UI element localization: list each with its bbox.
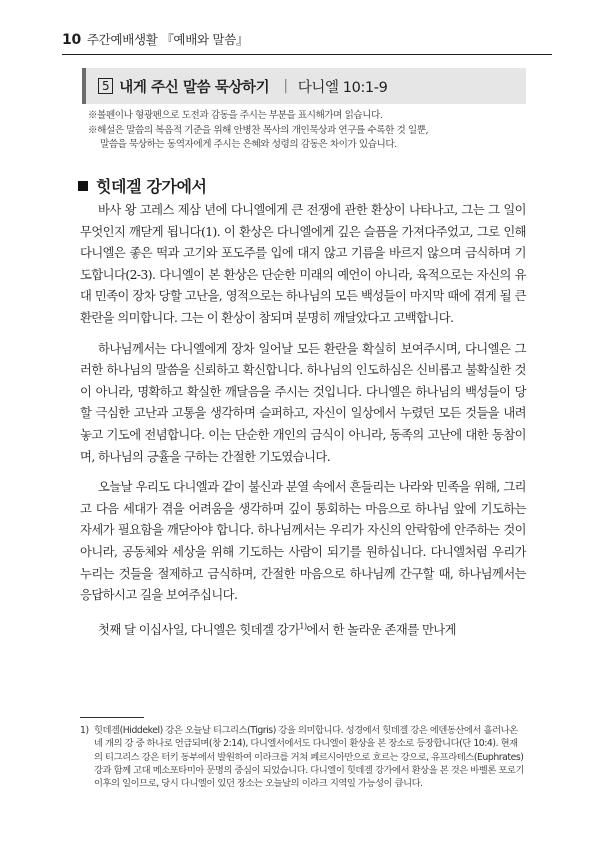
footnote	[80, 724, 526, 790]
paragraph: 하나님께서는 다니엘에게 장차 일어날 모든 환란을 확실히 보여주시며, 다니엘은 그러한 하나님의 말씀을 신뢰하고 확신합니다. 하나님의 인도하심은 신비롭고 불확실한 것이 아니라, 명확하고 확실한 깨달음을 주시는 것입니다. 다니엘은 하나님의 백성들이 당할 극심한 고난과 고통을 생각하며 슬퍼하고, 자신이 일상에서 누렸던 모든 것들을 내려놓고 기도에 전념합니다. 이는 단순한 개인의 금식이 아니라, 동족의 고난에 대한 동참이며, 하나님의 긍휼을 구하는 간절한 기도였습니다.	[80, 341, 526, 464]
note-line: 말씀을 묵상하는 동역자에게 주시는 은혜와 성령의 감동은 차이가 있습니다.	[100, 139, 397, 150]
page-number: 10	[62, 32, 81, 48]
section-separator: |	[283, 78, 288, 94]
note-line: ※볼펜이나 형광펜으로 도전과 감동을 주시는 부분을 표시해가며 읽습니다.	[88, 110, 383, 121]
page-header	[62, 30, 248, 48]
footnote-rule	[80, 717, 144, 718]
paragraph: 바사 왕 고레스 제삼 년에 다니엘에게 큰 전쟁에 관한 환상이 나타나고, 그는 그 일이 무엇인지 깨닫게 됩니다(1). 이 환상은 다니엘에게 깊은 슬픔을 가져다주었고, 그로 인해 다니엘은 좋은 떡과 고기와 포도주를 입에 대지 않고 기름을 바르지 않으며 금식하며 기도합니다(2-3). 다니엘이 본 환상은 단순한 미래의 예언이 아니라, 육적으로는 자신의 유대 민족이 장차 당할 고난을, 영적으로는 하나님의 모든 백성들이 마지막 때에 겪게 될 큰 환란을 의미합니다. 그는 이 환상이 참되며 분명히 깨달았다고 고백합니다.	[80, 203, 526, 325]
body-text	[80, 200, 526, 649]
footnote-number: 1)	[80, 725, 89, 736]
book-title: 주간예배생활 『예배와 말씀』	[86, 32, 249, 47]
footnote-ref[interactable]: 1)	[299, 621, 307, 631]
note-line: ※해설은 말씀의 복음적 기준을 위해 안병찬 목사의 개인묵상과 연구를 수록한 것 일뿐,	[88, 124, 429, 136]
paragraph: 오늘날 우리도 다니엘과 같이 불신과 분열 속에서 흔들리는 나라와 민족을 위해, 그리고 다음 세대가 겪을 어려움을 생각하며 깊이 통회하는 마음으로 하나님 앞에 기도하는 자세가 필요함을 깨닫아야 합니다. 하나님께서는 우리가 자신의 안락함에 안주하는 것이 아니라, 공동체와 세상을 위해 기도하는 사람이 되기를 원하십니다. 다니엘처럼 우리가 누리는 것들을 절제하고 금식하며, 간절한 마음으로 하나님께 간구할 때, 하나님께서는 응답하시고 길을 보여주십니다.	[80, 480, 526, 603]
paragraph-text: 에서 한 놀라운 존재를 만나게	[306, 622, 456, 637]
header-rule	[62, 54, 552, 55]
footnote-text: 힛데겔(Hiddekel) 강은 오늘날 티그리스(Tigris) 강을 의미합니다. 성경에서 힛데겔 강은 에덴동산에서 흘러나온 네 개의 강 중 하나로 언급되며(창 2:14), 다니엘서에서도 다니엘이 환상을 본 장소로 등장합니다(단 10:4). 현재의 티그리스 강은 터키 동부에서 발원하여 이라크를 거쳐 페르시아만으로 흐르는 강으로, 유프라테스(Euphrates) 강과 함께 고대 메소포타미아 문명의 중심이 되었습니다. 다니엘이 힛데겔 강가에서 환상을 본 것은 바벨론 포로기 이후의 일이므로, 당시 다니엘이 있던 장소는 오늘날의 이라크 지역일 가능성이 큽니다.	[94, 725, 524, 790]
section-title: 내게 주신 말씀 묵상하기	[119, 79, 270, 96]
paragraph-text: 첫째 달 이십사일, 다니엘은 힛데겔 강가	[98, 622, 300, 637]
subheading	[78, 174, 207, 197]
square-bullet-icon	[78, 181, 88, 191]
scripture-reference: 다니엘 10:1-9	[297, 79, 388, 96]
paragraph-last	[80, 616, 526, 642]
section-number: 5	[98, 78, 113, 94]
subheading-text: 힛데겔 강가에서	[96, 177, 207, 196]
reading-notes	[88, 109, 518, 153]
section-title-box	[82, 68, 526, 104]
